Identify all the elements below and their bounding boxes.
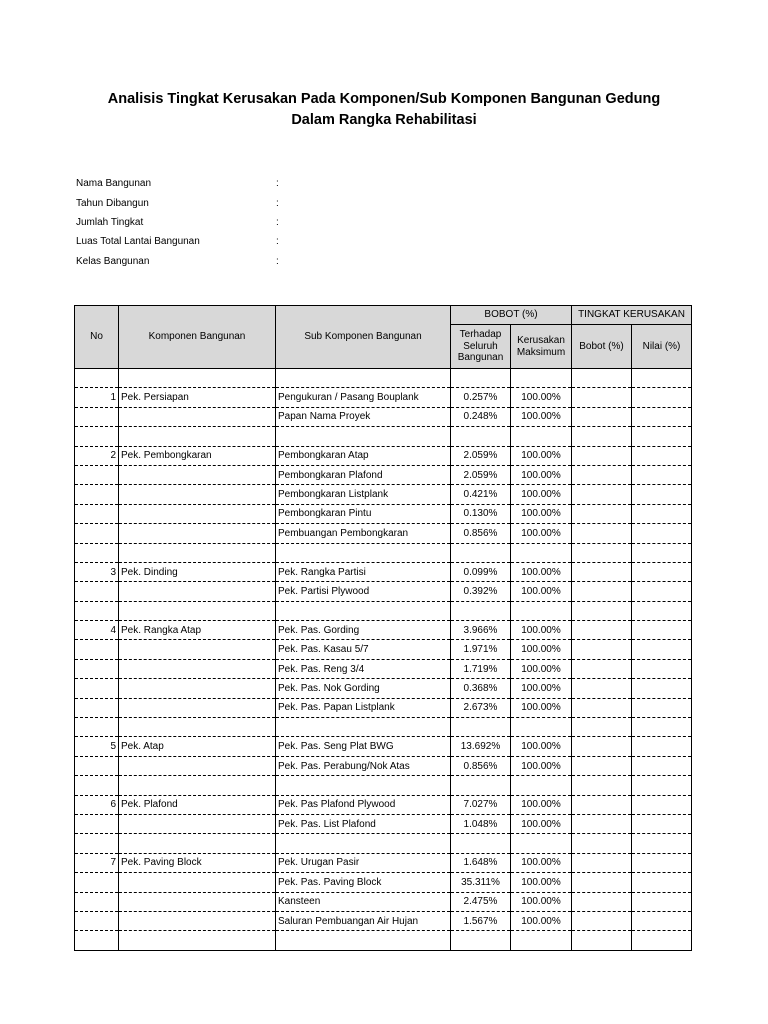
cell-bobot-terhadap-bangunan: 0.856%: [451, 756, 511, 775]
cell-sub-komponen: Pengukuran / Pasang Bouplank: [276, 388, 451, 407]
cell-no: 1: [75, 388, 119, 407]
cell-sub-komponen: Pek. Rangka Partisi: [276, 562, 451, 581]
cell-tingkat-bobot: [572, 814, 632, 833]
cell-tingkat-bobot: [572, 679, 632, 698]
cell-sub-komponen: Saluran Pembuangan Air Hujan: [276, 911, 451, 930]
cell-kerusakan-maksimum: 100.00%: [511, 737, 572, 756]
cell-tingkat-nilai: [632, 582, 692, 601]
cell-kerusakan-maksimum: 100.00%: [511, 621, 572, 640]
cell-tingkat-nilai: [632, 776, 692, 795]
cell-komponen: [119, 524, 276, 543]
info-colon: :: [276, 255, 279, 267]
cell-sub-komponen: Pembongkaran Atap: [276, 446, 451, 465]
cell-komponen: Pek. Dinding: [119, 562, 276, 581]
cell-komponen: [119, 601, 276, 620]
table-row: [75, 659, 692, 678]
cell-kerusakan-maksimum: 100.00%: [511, 679, 572, 698]
cell-sub-komponen: [276, 834, 451, 853]
info-label: Kelas Bangunan: [76, 255, 150, 267]
cell-kerusakan-maksimum: 100.00%: [511, 892, 572, 911]
cell-tingkat-nilai: [632, 524, 692, 543]
cell-tingkat-nilai: [632, 621, 692, 640]
cell-sub-komponen: [276, 369, 451, 388]
header-terhadap-seluruh-bangunan: Terhadap Seluruh Bangunan: [451, 325, 511, 369]
header-komponen: Komponen Bangunan: [119, 306, 276, 369]
cell-bobot-terhadap-bangunan: 2.673%: [451, 698, 511, 717]
cell-kerusakan-maksimum: [511, 718, 572, 737]
cell-tingkat-nilai: [632, 931, 692, 950]
cell-tingkat-nilai: [632, 737, 692, 756]
table-row: [75, 931, 692, 950]
cell-no: 4: [75, 621, 119, 640]
header-bobot: Bobot (%): [572, 325, 632, 369]
cell-kerusakan-maksimum: 100.00%: [511, 873, 572, 892]
table-row: [75, 853, 692, 872]
damage-analysis-table: [74, 305, 692, 951]
cell-bobot-terhadap-bangunan: 7.027%: [451, 795, 511, 814]
table-row: [75, 369, 692, 388]
header-bobot-group: BOBOT (%): [451, 306, 572, 325]
cell-no: 5: [75, 737, 119, 756]
cell-tingkat-nilai: [632, 659, 692, 678]
cell-sub-komponen: Pek. Pas. Gording: [276, 621, 451, 640]
cell-no: 6: [75, 795, 119, 814]
cell-komponen: [119, 485, 276, 504]
cell-bobot-terhadap-bangunan: 0.421%: [451, 485, 511, 504]
cell-sub-komponen: [276, 543, 451, 562]
cell-kerusakan-maksimum: [511, 834, 572, 853]
cell-kerusakan-maksimum: [511, 543, 572, 562]
info-colon: :: [276, 216, 279, 228]
cell-sub-komponen: [276, 427, 451, 446]
cell-no: 2: [75, 446, 119, 465]
cell-bobot-terhadap-bangunan: [451, 834, 511, 853]
cell-tingkat-bobot: [572, 640, 632, 659]
cell-sub-komponen: Pek. Pas. Nok Gording: [276, 679, 451, 698]
cell-bobot-terhadap-bangunan: 0.099%: [451, 562, 511, 581]
table-row: [75, 776, 692, 795]
cell-no: [75, 504, 119, 523]
cell-sub-komponen: Pek. Pas. Reng 3/4: [276, 659, 451, 678]
cell-sub-komponen: Pek. Pas. Perabung/Nok Atas: [276, 756, 451, 775]
building-info-block: [76, 174, 288, 271]
cell-tingkat-nilai: [632, 698, 692, 717]
cell-sub-komponen: Pembuangan Pembongkaran: [276, 524, 451, 543]
info-row: [76, 193, 288, 212]
table-row: [75, 465, 692, 484]
cell-tingkat-nilai: [632, 795, 692, 814]
cell-tingkat-nilai: [632, 853, 692, 872]
cell-tingkat-bobot: [572, 756, 632, 775]
table-row: [75, 718, 692, 737]
cell-tingkat-bobot: [572, 601, 632, 620]
cell-tingkat-bobot: [572, 834, 632, 853]
info-row: [76, 252, 288, 271]
cell-bobot-terhadap-bangunan: 1.567%: [451, 911, 511, 930]
cell-sub-komponen: Pek. Pas. Kasau 5/7: [276, 640, 451, 659]
cell-tingkat-bobot: [572, 795, 632, 814]
cell-komponen: Pek. Atap: [119, 737, 276, 756]
info-row: [76, 213, 288, 232]
table-row: [75, 601, 692, 620]
cell-tingkat-bobot: [572, 892, 632, 911]
table-row: [75, 892, 692, 911]
table-row: [75, 834, 692, 853]
table-row: [75, 524, 692, 543]
table-row: [75, 543, 692, 562]
cell-sub-komponen: Papan Nama Proyek: [276, 407, 451, 426]
info-row: [76, 232, 288, 251]
cell-tingkat-bobot: [572, 562, 632, 581]
cell-tingkat-bobot: [572, 543, 632, 562]
cell-no: [75, 427, 119, 446]
cell-no: [75, 465, 119, 484]
table-row: [75, 737, 692, 756]
cell-tingkat-nilai: [632, 543, 692, 562]
cell-no: [75, 679, 119, 698]
cell-no: 3: [75, 562, 119, 581]
cell-komponen: [119, 640, 276, 659]
cell-tingkat-bobot: [572, 427, 632, 446]
cell-bobot-terhadap-bangunan: 2.059%: [451, 465, 511, 484]
cell-komponen: [119, 427, 276, 446]
cell-no: [75, 776, 119, 795]
cell-tingkat-bobot: [572, 659, 632, 678]
cell-tingkat-nilai: [632, 562, 692, 581]
header-kerusakan-maksimum: Kerusakan Maksimum: [511, 325, 572, 369]
cell-kerusakan-maksimum: 100.00%: [511, 524, 572, 543]
cell-tingkat-nilai: [632, 465, 692, 484]
cell-no: [75, 485, 119, 504]
cell-tingkat-bobot: [572, 388, 632, 407]
cell-komponen: [119, 911, 276, 930]
table-row: [75, 795, 692, 814]
document-title-line-2: Dalam Rangka Rehabilitasi: [291, 112, 477, 128]
cell-no: [75, 756, 119, 775]
cell-sub-komponen: Pek. Pas. Paving Block: [276, 873, 451, 892]
cell-komponen: Pek. Paving Block: [119, 853, 276, 872]
cell-tingkat-bobot: [572, 524, 632, 543]
cell-no: [75, 369, 119, 388]
cell-komponen: [119, 407, 276, 426]
table-row: [75, 640, 692, 659]
cell-sub-komponen: Pek. Partisi Plywood: [276, 582, 451, 601]
cell-tingkat-bobot: [572, 485, 632, 504]
cell-tingkat-nilai: [632, 892, 692, 911]
cell-tingkat-bobot: [572, 446, 632, 465]
table-row: [75, 621, 692, 640]
table-row: [75, 911, 692, 930]
header-sub-komponen: Sub Komponen Bangunan: [276, 306, 451, 369]
cell-bobot-terhadap-bangunan: [451, 718, 511, 737]
cell-no: [75, 543, 119, 562]
cell-bobot-terhadap-bangunan: 13.692%: [451, 737, 511, 756]
cell-bobot-terhadap-bangunan: 0.368%: [451, 679, 511, 698]
table-row: [75, 407, 692, 426]
cell-bobot-terhadap-bangunan: [451, 601, 511, 620]
cell-tingkat-bobot: [572, 911, 632, 930]
header-nilai: Nilai (%): [632, 325, 692, 369]
cell-tingkat-bobot: [572, 853, 632, 872]
cell-kerusakan-maksimum: 100.00%: [511, 814, 572, 833]
table-row: [75, 698, 692, 717]
cell-sub-komponen: Pek. Urugan Pasir: [276, 853, 451, 872]
cell-komponen: [119, 814, 276, 833]
cell-bobot-terhadap-bangunan: [451, 931, 511, 950]
table-row: [75, 756, 692, 775]
cell-sub-komponen: Pek. Pas. Papan Listplank: [276, 698, 451, 717]
cell-no: [75, 718, 119, 737]
cell-tingkat-bobot: [572, 582, 632, 601]
header-no: No: [75, 306, 119, 369]
cell-komponen: [119, 679, 276, 698]
cell-bobot-terhadap-bangunan: 2.059%: [451, 446, 511, 465]
table-row: [75, 582, 692, 601]
cell-kerusakan-maksimum: 100.00%: [511, 756, 572, 775]
cell-sub-komponen: Pembongkaran Plafond: [276, 465, 451, 484]
cell-kerusakan-maksimum: 100.00%: [511, 465, 572, 484]
cell-komponen: [119, 582, 276, 601]
info-colon: :: [276, 236, 279, 248]
cell-bobot-terhadap-bangunan: 1.648%: [451, 853, 511, 872]
cell-no: [75, 582, 119, 601]
info-label: Jumlah Tingkat: [76, 216, 144, 228]
cell-kerusakan-maksimum: 100.00%: [511, 853, 572, 872]
cell-kerusakan-maksimum: 100.00%: [511, 911, 572, 930]
cell-no: [75, 659, 119, 678]
cell-no: 7: [75, 853, 119, 872]
cell-komponen: [119, 892, 276, 911]
info-label: Luas Total Lantai Bangunan: [76, 236, 200, 248]
cell-tingkat-nilai: [632, 873, 692, 892]
table-row: [75, 679, 692, 698]
cell-komponen: [119, 659, 276, 678]
cell-komponen: Pek. Persiapan: [119, 388, 276, 407]
cell-tingkat-bobot: [572, 407, 632, 426]
cell-sub-komponen: Pek. Pas. Seng Plat BWG: [276, 737, 451, 756]
cell-tingkat-nilai: [632, 756, 692, 775]
table-row: [75, 446, 692, 465]
cell-kerusakan-maksimum: 100.00%: [511, 504, 572, 523]
cell-komponen: [119, 369, 276, 388]
cell-tingkat-nilai: [632, 446, 692, 465]
cell-bobot-terhadap-bangunan: 0.257%: [451, 388, 511, 407]
cell-sub-komponen: [276, 931, 451, 950]
table-body: [75, 369, 692, 951]
cell-sub-komponen: Kansteen: [276, 892, 451, 911]
cell-sub-komponen: Pek. Pas Plafond Plywood: [276, 795, 451, 814]
cell-no: [75, 601, 119, 620]
cell-komponen: [119, 834, 276, 853]
cell-kerusakan-maksimum: 100.00%: [511, 446, 572, 465]
cell-tingkat-nilai: [632, 388, 692, 407]
cell-kerusakan-maksimum: 100.00%: [511, 659, 572, 678]
table-row: [75, 504, 692, 523]
cell-tingkat-nilai: [632, 601, 692, 620]
cell-bobot-terhadap-bangunan: 0.392%: [451, 582, 511, 601]
cell-kerusakan-maksimum: 100.00%: [511, 640, 572, 659]
cell-sub-komponen: Pembongkaran Listplank: [276, 485, 451, 504]
cell-komponen: Pek. Rangka Atap: [119, 621, 276, 640]
cell-no: [75, 911, 119, 930]
cell-sub-komponen: Pembongkaran Pintu: [276, 504, 451, 523]
cell-komponen: [119, 776, 276, 795]
cell-sub-komponen: [276, 776, 451, 795]
cell-no: [75, 524, 119, 543]
cell-tingkat-nilai: [632, 369, 692, 388]
cell-tingkat-bobot: [572, 931, 632, 950]
cell-tingkat-nilai: [632, 407, 692, 426]
cell-tingkat-bobot: [572, 369, 632, 388]
cell-no: [75, 407, 119, 426]
info-colon: :: [276, 178, 279, 190]
cell-komponen: [119, 873, 276, 892]
cell-no: [75, 892, 119, 911]
cell-sub-komponen: [276, 718, 451, 737]
cell-kerusakan-maksimum: 100.00%: [511, 795, 572, 814]
cell-tingkat-bobot: [572, 504, 632, 523]
table-header: [75, 306, 692, 369]
cell-tingkat-nilai: [632, 718, 692, 737]
cell-no: [75, 814, 119, 833]
cell-komponen: [119, 543, 276, 562]
cell-kerusakan-maksimum: [511, 931, 572, 950]
cell-komponen: [119, 718, 276, 737]
cell-kerusakan-maksimum: [511, 427, 572, 446]
cell-tingkat-bobot: [572, 698, 632, 717]
cell-kerusakan-maksimum: 100.00%: [511, 582, 572, 601]
cell-bobot-terhadap-bangunan: 0.248%: [451, 407, 511, 426]
cell-tingkat-bobot: [572, 776, 632, 795]
cell-komponen: Pek. Plafond: [119, 795, 276, 814]
table-row: [75, 562, 692, 581]
cell-tingkat-nilai: [632, 485, 692, 504]
cell-bobot-terhadap-bangunan: 2.475%: [451, 892, 511, 911]
cell-komponen: Pek. Pembongkaran: [119, 446, 276, 465]
cell-tingkat-bobot: [572, 737, 632, 756]
cell-tingkat-bobot: [572, 621, 632, 640]
cell-tingkat-nilai: [632, 814, 692, 833]
cell-bobot-terhadap-bangunan: 1.971%: [451, 640, 511, 659]
cell-bobot-terhadap-bangunan: 35.311%: [451, 873, 511, 892]
cell-komponen: [119, 465, 276, 484]
cell-no: [75, 873, 119, 892]
document-title-line-1: Analisis Tingkat Kerusakan Pada Komponen/Sub Komponen Bangunan Gedung: [107, 91, 661, 107]
cell-kerusakan-maksimum: 100.00%: [511, 388, 572, 407]
cell-tingkat-nilai: [632, 834, 692, 853]
cell-bobot-terhadap-bangunan: [451, 369, 511, 388]
cell-no: [75, 931, 119, 950]
cell-tingkat-nilai: [632, 427, 692, 446]
cell-bobot-terhadap-bangunan: [451, 776, 511, 795]
cell-kerusakan-maksimum: 100.00%: [511, 485, 572, 504]
cell-tingkat-bobot: [572, 873, 632, 892]
table-row: [75, 485, 692, 504]
cell-kerusakan-maksimum: [511, 369, 572, 388]
header-tingkat-kerusakan-group: TINGKAT KERUSAKAN: [572, 306, 692, 325]
cell-bobot-terhadap-bangunan: 1.048%: [451, 814, 511, 833]
cell-kerusakan-maksimum: 100.00%: [511, 562, 572, 581]
cell-kerusakan-maksimum: [511, 601, 572, 620]
cell-sub-komponen: [276, 601, 451, 620]
info-colon: :: [276, 197, 279, 209]
cell-komponen: [119, 698, 276, 717]
cell-tingkat-bobot: [572, 465, 632, 484]
cell-no: [75, 834, 119, 853]
cell-komponen: [119, 756, 276, 775]
cell-kerusakan-maksimum: [511, 776, 572, 795]
cell-kerusakan-maksimum: 100.00%: [511, 407, 572, 426]
cell-tingkat-nilai: [632, 504, 692, 523]
cell-kerusakan-maksimum: 100.00%: [511, 698, 572, 717]
cell-sub-komponen: Pek. Pas. List Plafond: [276, 814, 451, 833]
table-row: [75, 388, 692, 407]
info-label: Tahun Dibangun: [76, 197, 149, 209]
cell-bobot-terhadap-bangunan: 0.130%: [451, 504, 511, 523]
cell-no: [75, 640, 119, 659]
cell-bobot-terhadap-bangunan: 0.856%: [451, 524, 511, 543]
cell-tingkat-bobot: [572, 718, 632, 737]
cell-bobot-terhadap-bangunan: 3.966%: [451, 621, 511, 640]
cell-tingkat-nilai: [632, 640, 692, 659]
cell-bobot-terhadap-bangunan: [451, 427, 511, 446]
cell-bobot-terhadap-bangunan: 1.719%: [451, 659, 511, 678]
cell-bobot-terhadap-bangunan: [451, 543, 511, 562]
table-row: [75, 814, 692, 833]
cell-komponen: [119, 504, 276, 523]
cell-tingkat-nilai: [632, 679, 692, 698]
table-row: [75, 427, 692, 446]
info-label: Nama Bangunan: [76, 178, 152, 190]
cell-tingkat-nilai: [632, 911, 692, 930]
info-row: [76, 174, 288, 193]
cell-komponen: [119, 931, 276, 950]
cell-no: [75, 698, 119, 717]
table-row: [75, 873, 692, 892]
